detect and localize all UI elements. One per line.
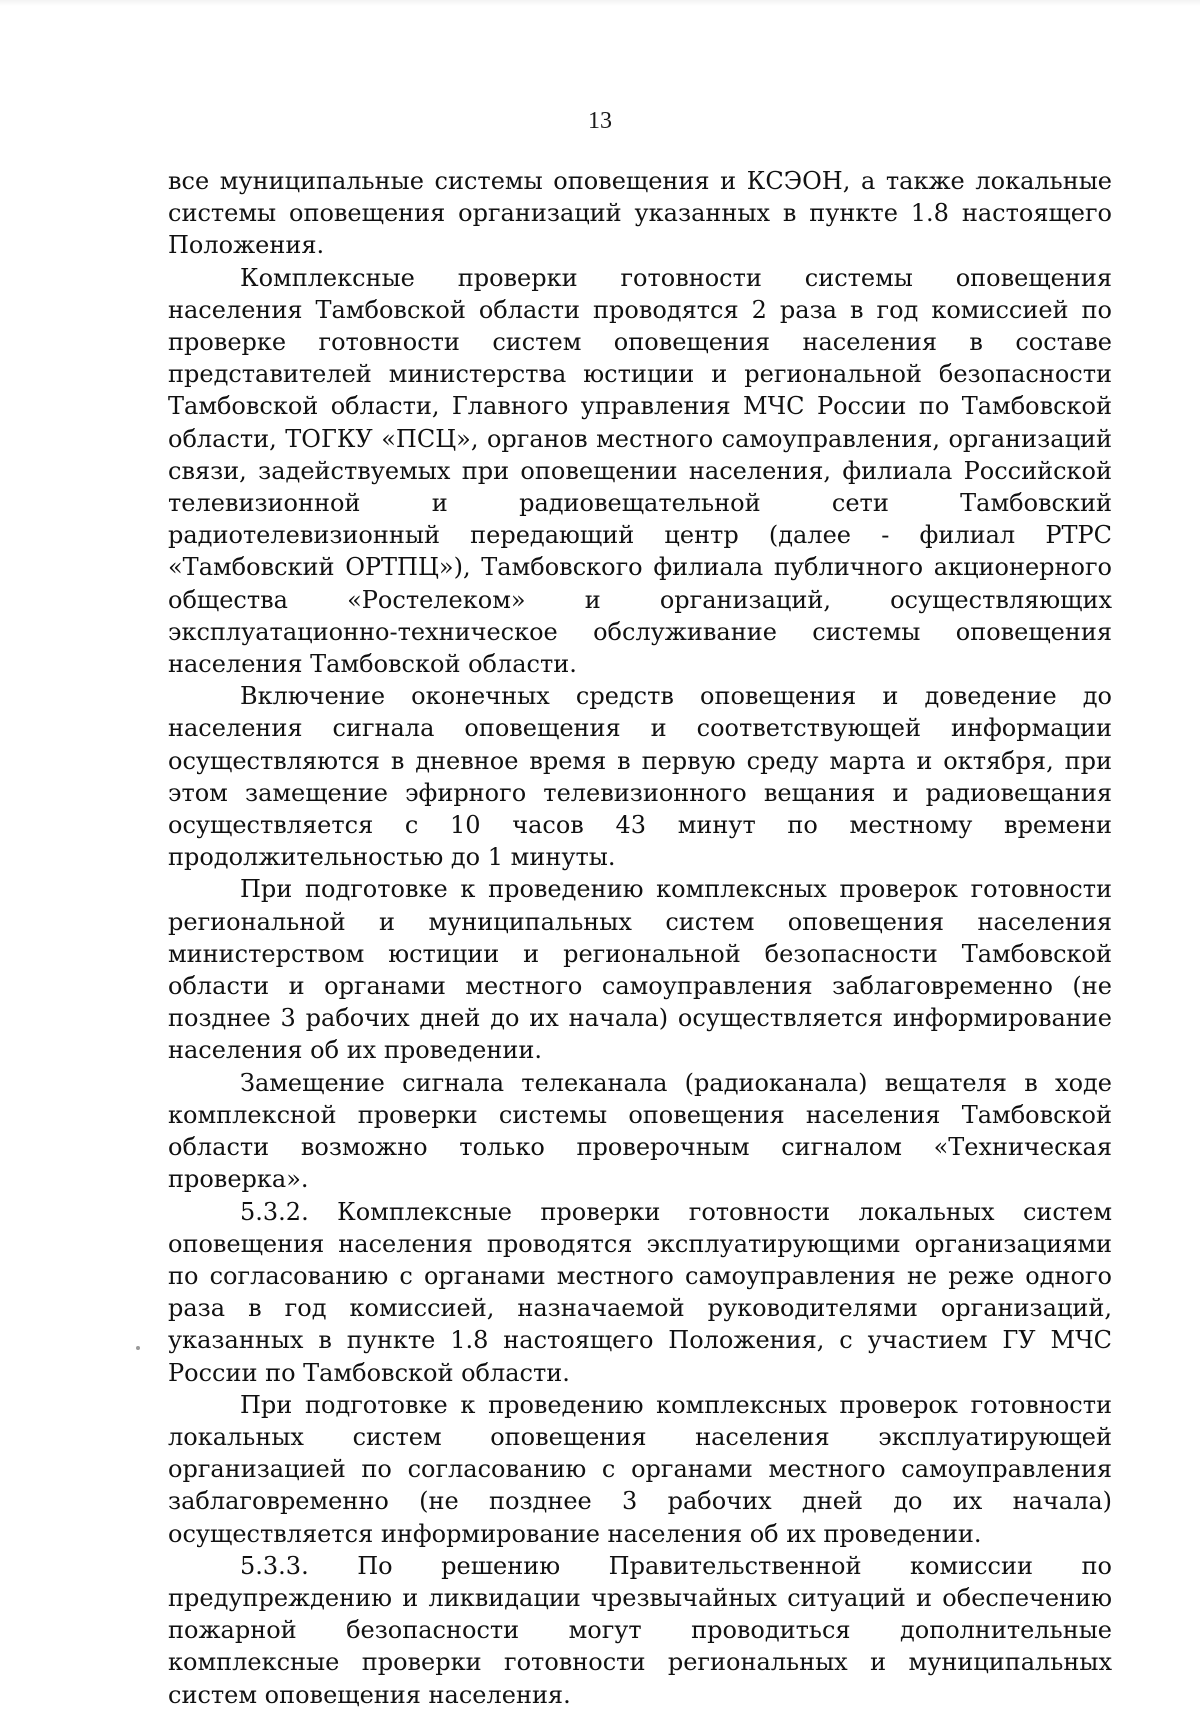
paragraph: При подготовке к проведению комплексных проверок готовности региональной и муниципальных систем оповещения населения министерством юстиции и региональной безопасности Тамбовской области и органами местного самоуправления заблаговременно (не позднее 3 рабочих дней до их начала) осуществляется информирование населения об их проведении.	[168, 875, 1112, 1065]
paragraph: 5.3.2. Комплексные проверки готовности локальных систем оповещения населения проводятся эксплуатирующими организациями по согласованию с органами местного самоуправления не реже одного раза в год комиссией, назначаемой руководителями организаций, указанных в пункте 1.8 настоящего Положения, с участием ГУ МЧС России по Тамбовской области.	[168, 1197, 1112, 1387]
scan-edge-shading	[0, 0, 1200, 6]
paragraph: Замещение сигнала телеканала (радиоканала) вещателя в ходе комплексной проверки системы оповещения населения Тамбовской области возможно только проверочным сигналом «Техническая проверка».	[168, 1068, 1112, 1194]
paragraph: 5.3.3. По решению Правительственной комиссии по предупреждению и ликвидации чрезвычайных ситуаций и обеспечению пожарной безопасности могут проводиться дополнительные комплексные проверки готовности региональных и муниципальных систем оповещения населения.	[168, 1551, 1112, 1709]
paragraph: Комплексные проверки готовности системы оповещения населения Тамбовской области проводятся 2 раза в год комиссией по проверке готовности систем оповещения населения в составе представителей министерства юстиции и региональной безопасности Тамбовской области, Главного управления МЧС России по Тамбовской области, ТОГКУ «ПСЦ», органов местного самоуправления, организаций связи, задействуемых при оповещении населения, филиала Российской телевизионной и радиовещательной сети Тамбовский радиотелевизионный передающий центр (далее - филиал РТРС «Тамбовский ОРТПЦ»), Тамбовского филиала публичного акционерного общества «Ростелеком» и организаций, осуществляющих эксплуатационно-техническое обслуживание системы оповещения населения Тамбовской области.	[168, 263, 1112, 679]
paragraph: При подготовке к проведению комплексных проверок готовности локальных систем оповещения населения эксплуатирующей организацией по согласованию с органами местного самоуправления заблаговременно (не позднее 3 рабочих дней до их начала) осуществляется информирование населения об их проведении.	[168, 1390, 1112, 1548]
paragraph: все муниципальные системы оповещения и КСЭОН, а также локальные системы оповещения организаций указанных в пункте 1.8 настоящего Положения.	[168, 167, 1112, 260]
paragraph: Включение оконечных средств оповещения и доведение до населения сигнала оповещения и соответствующей информации осуществляются в дневное время в первую среду марта и октября, при этом замещение эфирного телевизионного вещания и радиовещания осуществляется с 10 часов 43 минут по местному времени продолжительностью до 1 минуты.	[168, 682, 1112, 872]
page-number: 13	[588, 108, 612, 134]
scan-dust-mark	[136, 1346, 140, 1350]
document-body	[168, 165, 1112, 1711]
